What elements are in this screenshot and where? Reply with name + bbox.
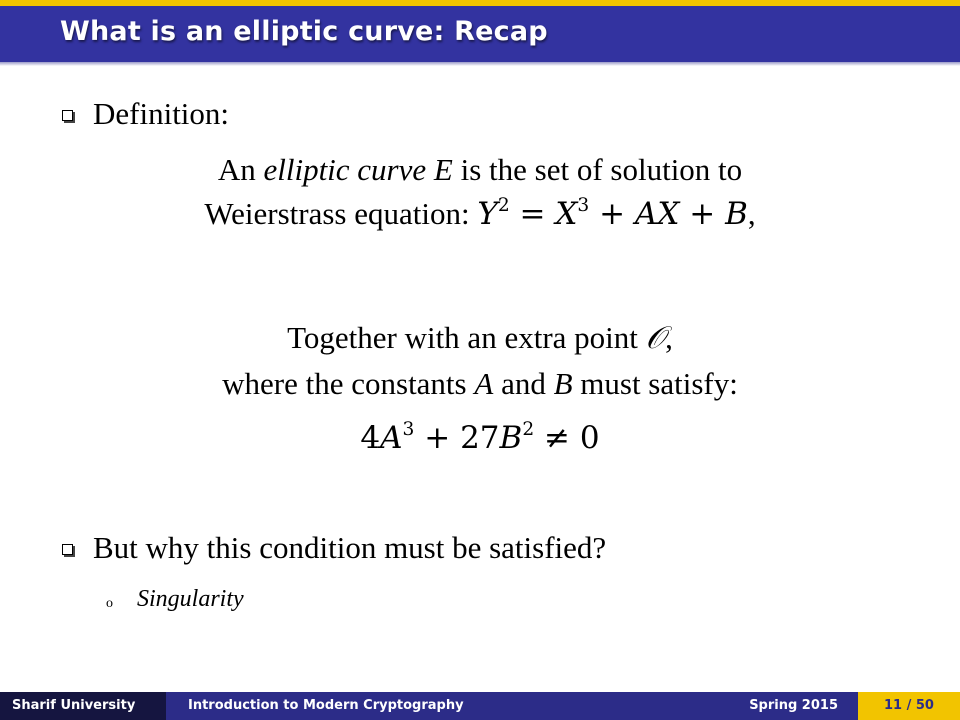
slide-title: What is an elliptic curve: Recap [60,16,548,47]
def-symbol-E: E [433,152,453,187]
eq-plus-2: + [679,196,726,232]
eq-exp-2: 2 [497,194,510,216]
def-space [426,152,434,187]
def-term-elliptic-curve: elliptic curve [263,152,427,187]
footer-bar [0,692,960,720]
footer-middle [166,692,858,720]
def-text-suffix: is the set of solution to [452,152,743,187]
extra-point-line [0,320,960,357]
extra-point-text: Together with an extra point [287,320,646,355]
checkbox-bullet-icon [62,110,73,121]
definition-label: Definition: [93,96,230,131]
title-bar-shadow [0,62,960,66]
eq-Y: Y [477,196,498,232]
cond-exp-2: 2 [522,418,535,440]
constants-and: and [493,366,554,401]
eq-AX: AX [634,196,680,232]
title-bar [0,0,960,62]
constants-line [0,366,960,402]
eq-comma: , [747,196,756,231]
eq-B: B [725,196,748,232]
cond-exp-3: 3 [402,418,415,440]
weierstrass-equation-line [0,196,960,232]
checkbox-bullet-icon [62,544,73,555]
cond-coef-4: 4 [360,420,381,456]
extra-point-comma: , [665,320,673,355]
constants-suffix: must satisfy: [572,366,738,401]
constants-prefix: where the constants [222,366,475,401]
singularity-item: Singularity [137,586,244,612]
equation-label: Weierstrass equation: [204,196,478,231]
eq-X: X [555,196,578,232]
constant-A: A [474,366,494,401]
cond-plus-27: + 27 [414,420,500,456]
footer-term: Spring 2015 [749,698,838,713]
eq-plus-1: + [589,196,635,232]
eq-exp-3: 3 [577,194,590,216]
discriminant-condition [0,420,960,456]
footer-course: Introduction to Modern Cryptography [188,698,464,713]
footer-university: Sharif University [0,692,166,720]
def-text-prefix: An [217,152,264,187]
circle-bullet-icon: o [106,596,113,611]
footer-page-number: 11 / 50 [858,692,960,720]
cond-not-equal-zero: ≠ 0 [534,420,600,456]
cond-A: A [380,420,403,456]
definition-line-1 [0,152,960,188]
point-at-infinity-symbol: 𝒪 [645,320,666,356]
eq-equals: = [509,196,556,232]
constant-B: B [553,366,573,401]
cond-B: B [499,420,523,456]
question-text: But why this condition must be satisfied? [93,530,607,565]
